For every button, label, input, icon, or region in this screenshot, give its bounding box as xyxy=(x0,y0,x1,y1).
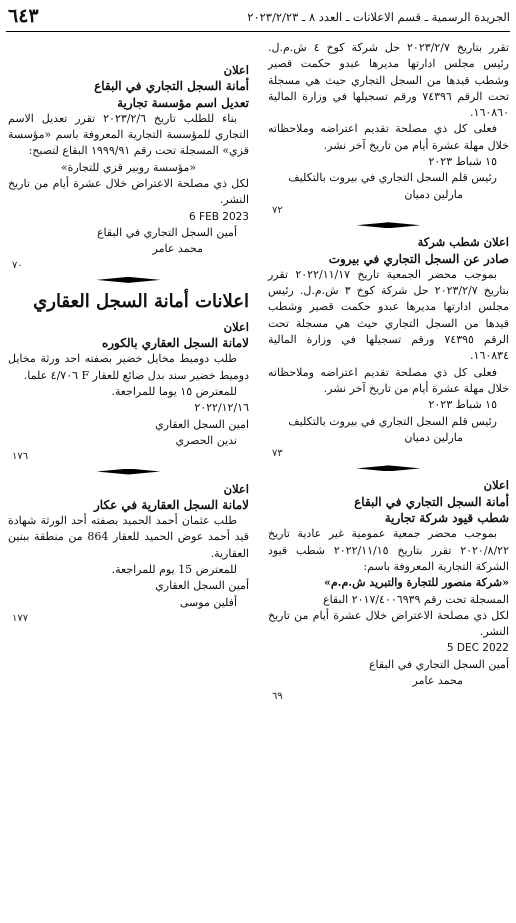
signer-name: ندين الحصري xyxy=(175,433,237,447)
notice-objection: للمعترض 15 يوم للمراجعة. xyxy=(111,563,237,577)
notice-176 xyxy=(8,319,249,466)
separator-ornament xyxy=(8,469,249,475)
signer-name: مارلين دميان xyxy=(404,187,463,201)
notice-date: ١٥ شباط ٢٠٢٣ xyxy=(428,398,497,412)
notice-72 xyxy=(268,40,509,219)
notice-title: اعلان xyxy=(483,478,509,493)
separator-ornament xyxy=(268,465,509,471)
registration: المسجلة تحت رقم ٢٠١٧/٤٠٠٦٩٣٩ البقاع xyxy=(323,592,509,606)
notice-subtitle: أمانة السجل التجاري في البقاع xyxy=(354,494,509,509)
notice-title: اعلان xyxy=(223,63,249,77)
notice-body: بموجب محضر جمعية عمومية غير عادية تاريخ ٢٠٢٠/٨/٢٢ تقرر بتاريخ ٢٠٢٢/١١/١٥ شطب قيود الشركة التجارية المعروفة باسم: xyxy=(268,527,509,573)
page-number: ٦٤٣ xyxy=(8,5,39,27)
signer-title: امين السجل العقاري xyxy=(155,417,249,431)
notice-objection: فعلى كل ذي مصلحة تقديم اعتراضه وملاحظاته خلال مهلة عشرة أيام من تاريخ آخر نشر. xyxy=(268,122,509,152)
notice-177 xyxy=(8,481,249,628)
notice-69 xyxy=(268,477,509,705)
notice-number: ١٧٧ xyxy=(12,612,29,624)
notice-date: 5 DEC 2022 xyxy=(446,642,509,655)
notice-subtitle: أمانة السجل التجاري في البقاع xyxy=(94,79,249,94)
notice-number: ١٧٦ xyxy=(12,451,29,463)
notice-body: بموجب محضر الجمعية تاريخ ٢٠٢٢/١١/١٧ تقرر بتاريخ ٢٠٢٣/٢/٧ حل شركة كوخ ٣ ش.م.ل. رئيس مجلس ادارتها مديرها عبدو حكمت قصير وشطب قيدها من السجل التجاري حيث هي مسجلة تحت الرقم ٧٤٣٩٥ ورقم تسجيلها في وزارة المالية ١٦٠٨٣٤. xyxy=(268,267,510,363)
new-name: «مؤسسة روبير قزي للتجارة» xyxy=(60,160,197,174)
notice-objection: لكل ذي مصلحة الاعتراض خلال عشرة أيام من تاريخ النشر. xyxy=(268,608,509,639)
notice-subject: تعديل اسم مؤسسة تجارية xyxy=(117,95,249,110)
notice-objection: للمعترض ١٥ يوما للمراجعة. xyxy=(111,385,237,399)
company-name: «شركة منصور للتجارة والتبريد ش.م.م» xyxy=(323,576,509,590)
signer-title: أمين السجل التجاري في البقاع xyxy=(96,225,237,239)
notice-body: طلب عثمان أحمد الحميد بصفته أحد الورثة شهادة قيد أحمد عوض الحميد للعقار 864 من منطقة ببنين العقارية. xyxy=(8,514,249,560)
signer-title: أمين السجل التجاري في البقاع xyxy=(368,657,509,671)
notice-title: اعلان شطب شركة xyxy=(417,235,509,250)
separator-ornament xyxy=(8,277,249,283)
signer-title: رئيس قلم السجل التجاري في بيروت بالتكليف xyxy=(288,171,497,185)
left-column xyxy=(8,62,249,627)
notice-number: ٦٩ xyxy=(272,691,283,703)
notice-objection: لكل ذي مصلحة الاعتراض خلال عشرة أيام من تاريخ النشر. xyxy=(8,177,249,207)
notice-number: ٧٢ xyxy=(272,204,283,216)
notice-date: 6 FEB 2023 xyxy=(189,210,249,223)
notice-number: ٧٣ xyxy=(272,448,283,460)
right-column xyxy=(268,40,509,706)
header-rule xyxy=(6,31,510,32)
notice-objection: فعلى كل ذي مصلحة تقديم اعتراضه وملاحظاته خلال مهلة عشرة أيام من تاريخ آخر نشر. xyxy=(268,365,509,395)
notice-date: ٢٠٢٢/١٢/١٦ xyxy=(194,401,249,415)
separator-ornament xyxy=(268,222,509,228)
signer-name: أفلين موسى xyxy=(179,595,237,609)
notice-subtitle: صادر عن السجل التجاري في بيروت xyxy=(328,251,509,266)
section-title: اعلانات أمانة السجل العقاري xyxy=(33,290,249,312)
notice-73 xyxy=(268,234,509,462)
notice-70 xyxy=(8,62,249,274)
notice-subject: شطب قيود شركة تجارية xyxy=(384,511,509,526)
notice-subtitle: لامانة السجل العقاري بالكوره xyxy=(101,336,249,351)
signer-name: مارلين دميان xyxy=(404,430,463,444)
notice-date: ١٥ شباط ٢٠٢٣ xyxy=(428,155,497,169)
notice-subtitle: لامانة السجل العقارية في عكار xyxy=(94,497,249,512)
notice-body: بناء للطلب تاريخ ٢٠٢٣/٢/٦ تقرر تعديل الاسم التجاري للمؤسسة التجارية المعروفة باسم «مؤسسة قزي» المسجلة تحت رقم ١٩٩٩/٩١ البقاع لتصبح: xyxy=(8,111,249,158)
journal-title: الجريدة الرسمية ـ قسم الاعلانات ـ العدد ٨ ـ ٢٠٢٣/٢/٢٣ xyxy=(247,10,510,24)
page-header xyxy=(6,6,510,28)
signer-title: أمين السجل العقاري xyxy=(155,579,249,593)
signer-title: رئيس قلم السجل التجاري في بيروت بالتكليف xyxy=(288,414,497,428)
notice-title: اعلان xyxy=(223,481,249,496)
signer-name: محمد عامر xyxy=(412,673,463,687)
notice-title: اعلان xyxy=(223,319,249,334)
notice-number: ٧٠ xyxy=(12,259,23,271)
notice-body: تقرر بتاريخ ٢٠٢٣/٢/٧ حل شركة كوخ ٤ ش.م.ل. رئيس مجلس ادارتها مديرها عبدو حكمت قصير وشطب قيدها من السجل التجاري حيث هي مسجلة تحت الرقم ٧٤٣٩٦ ورقم تسجيلها في وزارة المالية ١٦٠٨٦٠. xyxy=(268,41,510,120)
signer-name: محمد عامر xyxy=(152,242,203,256)
notice-body: طلب دوميط مخايل خضير بصفته احد ورثة مخايل دوميط خضير سند بدل ضائع للعقار F ٤/٧٠٦ علما. xyxy=(8,352,249,382)
